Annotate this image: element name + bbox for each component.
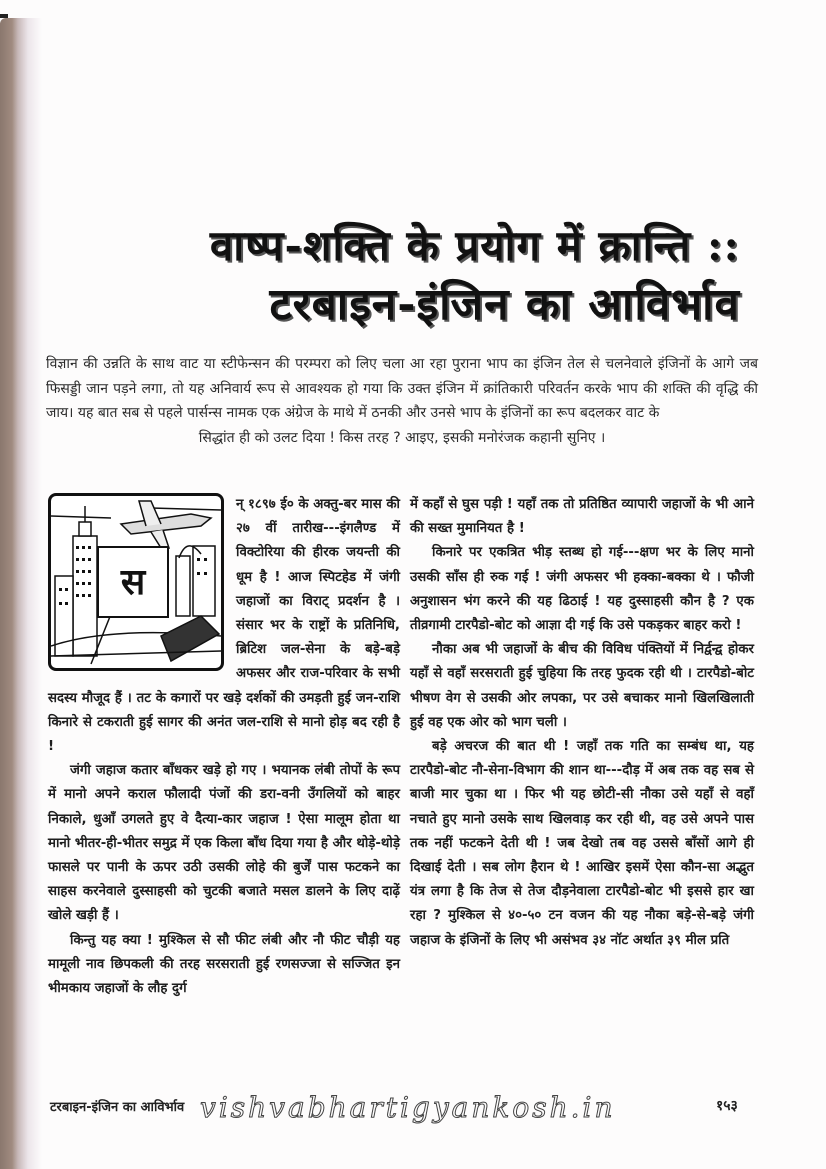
drop-cap-illustration xyxy=(48,493,224,671)
intro-last-line: सिद्धांत ही को उलट दिया ! किस तरह ? आइए, इसकी मनोरंजक कहानी सुनिए । xyxy=(198,429,606,446)
paragraph: किन्तु यह क्या ! मुश्किल से सौ फीट लंबी और नौ फीट चौड़ी यह मामूली नाव छिपकली की तरह सरसराती हुई रणसज्जा से सज्जित इन भीमकाय जहाजों के लौह दुर्ग xyxy=(48,932,400,997)
right-column xyxy=(410,493,754,953)
intro-text: विज्ञान की उन्नति के साथ वाट या स्टीफेन्सन की परम्परा को लिए चला आ रहा पुराना भाप का इंजिन तेल से चलनेवाले इंजिनों के आगे जब फिसड्डी जान पड़ने लगा, तो यह अनिवार्य रूप से आवश्यक हो गया कि उक्त इंजिन में क्रांतिकारी परिवर्तन करके भाप की शक्ति की वृद्धि की जाय। यह बात सब से पहले पार्सन्स नामक एक अंग्रेज के माथे में ठनकी और उनसे भाप के इंजिनों का रूप बदलकर वाट के xyxy=(46,356,758,421)
paragraph: जंगी जहाज कतार बाँधकर खड़े हो गए । भयानक लंबी तोपों के रूप में मानो अपने कराल फौलादी पंजों की डरा-वनी उँगलियों को बाहर निकाले, धुआँ उगलते हुए वे दैत्या-कार जहाज ! ऐसा मालूम होता था मानो भीतर-ही-भीतर समुद्र में एक किला बाँध दिया गया है और थोड़े-थोड़े फासले पर पानी के ऊपर उठी उसकी लोहे की बुर्जें पास फटकने का साहस करनेवाले दुस्साहसी को चुटकी बजाते मसल डालने के लिए दाढ़ें खोले खड़ी हैं । xyxy=(48,763,400,924)
page-number: १५३ xyxy=(716,1098,738,1114)
title-line-1: वाष्प-शक्ति के प्रयोग में क्रान्ति :: xyxy=(209,221,740,270)
paragraph: नौका अब भी जहाजों के बीच की विविध पंक्तियों में निर्द्वन्द्व होकर यहाँ से वहाँ सरसराती हुई चुहिया कि तरह फुदक रही थी । टारपैडो-बोट भीषण वेग से उसकी ओर लपका, पर उसे बचाकर मानो खिलखिलाती हुई वह एक ओर को भाग चली । xyxy=(410,642,754,730)
paragraph: बड़े अचरज की बात थी ! जहाँ तक गति का सम्बंध था, यह टारपैडो-बोट नौ-सेना-विभाग की शान था---दौड़ में अब तक वह सब से बाजी मार चुका था । फिर भी यह छोटी-सी नौका उसे यहाँ से वहाँ नचाते हुए मानो उसके साथ खिलवाड़ कर रही थी, वह उसे अपने पास तक नहीं फटकने देती थी ! जब देखो तब वह उससे बाँसों आगे ही दिखाई देती । सब लोग हैरान थे ! आखिर इसमें ऐसा कौन-सा अद्भुत यंत्र लगा है कि तेज से तेज दौड़नेवाला टारपैडो-बोट भी इससे हार खा रहा ? मुश्किल से ४०-५० टन वजन की यह नौका बड़े-से-बड़े जंगी जहाज के इंजिनों के लिए भी असंभव ३४ नॉट अर्थात ३९ मील प्रति xyxy=(410,739,754,948)
running-footer-title: टरबाइन-इंजिन का आविर्भाव xyxy=(50,1100,185,1115)
paragraph: न् १८९७ ई० के अक्तु-बर मास की २७ वीं तारीख---इंगलैण्ड में विक्टोरिया की हीरक जयन्ती की धूम है ! आज स्पिटहेड में जंगी जहाजों का विराट् प्रदर्शन है । संसार भर के राष्ट्रों के प्रतिनिधि, ब्रिटिश जल-सेना के बड़े-बड़े अफसर और राज-परिवार के सभी सदस्य मौजूद हैं । तट के कगारों पर खड़े दर्शकों की उमड़ती हुई जन-राशि किनारे से टकराती हुई सागर की अनंत जल-राशि से मानो होड़ बद रही है ! xyxy=(48,497,400,755)
article-title xyxy=(100,218,740,336)
paragraph: किनारे पर एकत्रित भीड़ स्तब्ध हो गई---क्षण भर के लिए मानो उसकी साँस ही रुक गई ! जंगी अफसर भी हक्का-बक्का थे । फौजी अनुशासन भंग करने की यह ढिठाई ! यह दुस्साहसी कौन है ? एक तीव्रगामी टारपैडो-बोट को आज्ञा दी गई कि उसे पकड़कर बाहर करो ! xyxy=(410,545,754,634)
intro-paragraph xyxy=(46,352,758,450)
paragraph: में कहाँ से घुस पड़ी ! यहाँ तक तो प्रतिष्ठित व्यापारी जहाजों के भी आने की सख्त मुमानियत है ! xyxy=(410,497,754,537)
left-column xyxy=(48,493,400,1001)
drop-cap-letter: स xyxy=(97,546,169,618)
book-binding-shadow xyxy=(0,18,42,1169)
watermark: vishvabhartigyankosh.in xyxy=(200,1091,616,1124)
title-line-2: टरबाइन-इंजिन का आविर्भाव xyxy=(269,279,740,330)
binding-edge xyxy=(0,14,8,18)
